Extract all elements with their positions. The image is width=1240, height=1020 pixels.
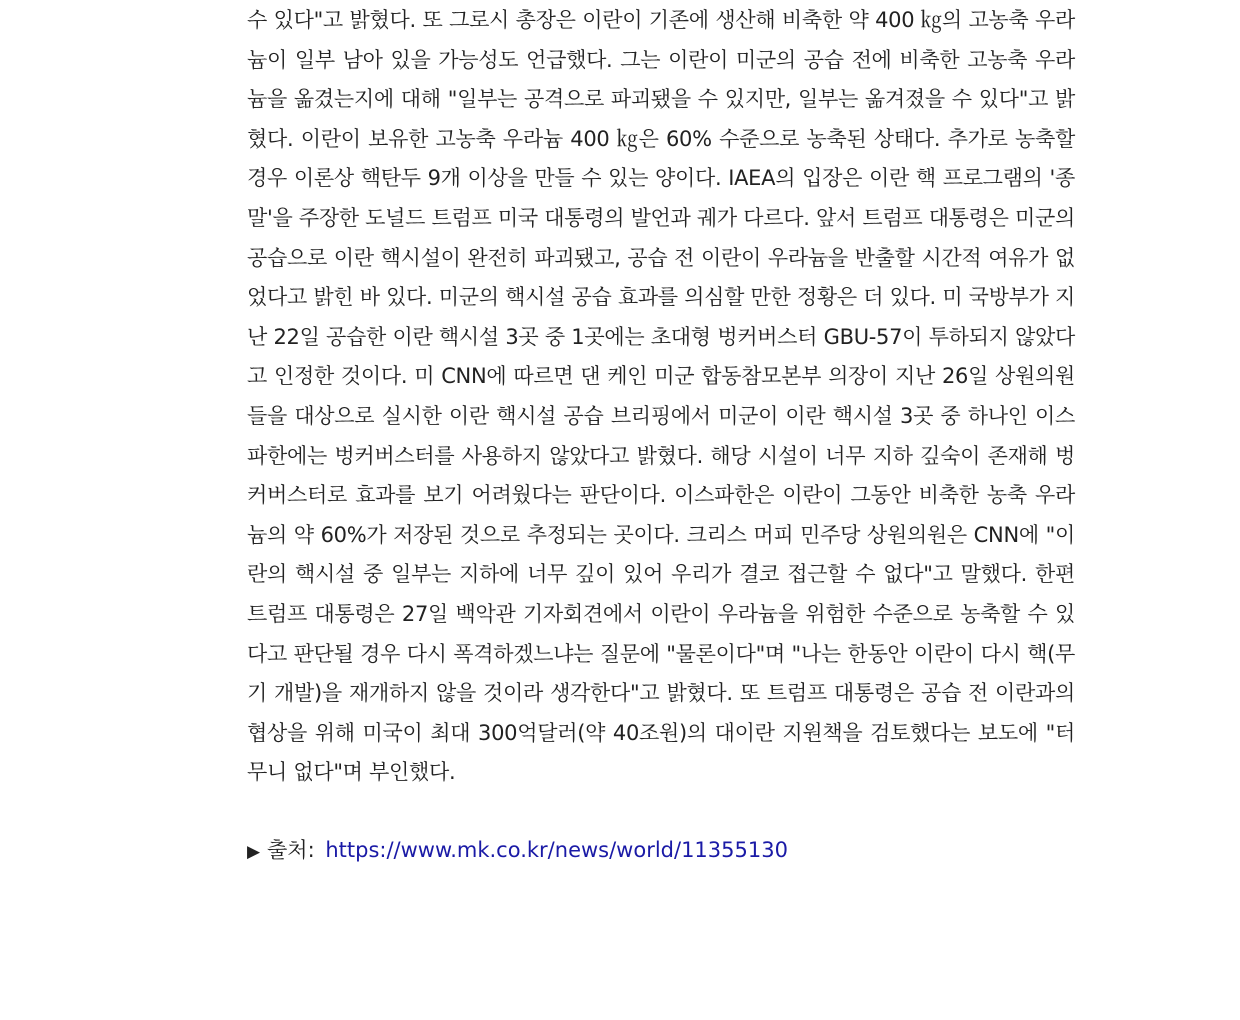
source-url-link[interactable]: https://www.mk.co.kr/news/world/11355130 (325, 837, 788, 862)
news-article (247, 1, 1075, 872)
source-citation (247, 831, 1075, 873)
play-arrow-icon: ▶ (247, 841, 261, 862)
article-body-text: 수 있다"고 밝혔다. 또 그로시 총장은 이란이 기존에 생산해 비축한 약 400 ㎏의 고농축 우라늄이 일부 남아 있을 가능성도 언급했다. 그는 이란이 미군의 공습 전에 비축한 고농축 우라늄을 옮겼는지에 대해 "일부는 공격으로 파괴됐을 수 있지만, 일부는 옮겨졌을 수 있다"고 밝혔다. 이란이 보유한 고농축 우라늄 400 ㎏은 60% 수준으로 농축된 상태다. 추가로 농축할 경우 이론상 핵탄두 9개 이상을 만들 수 있는 양이다. IAEA의 입장은 이란 핵 프로그램의 '종말'을 주장한 도널드 트럼프 미국 대통령의 발언과 궤가 다르다. 앞서 트럼프 대통령은 미군의 공습으로 이란 핵시설이 완전히 파괴됐고, 공습 전 이란이 우라늄을 반출할 시간적 여유가 없었다고 밝힌 바 있다. 미군의 핵시설 공습 효과를 의심할 만한 정황은 더 있다. 미 국방부가 지난 22일 공습한 이란 핵시설 3곳 중 1곳에는 초대형 벙커버스터 GBU-57이 투하되지 않았다고 인정한 것이다. 미 CNN에 따르면 댄 케인 미군 합동참모본부 의장이 지난 26일 상원의원들을 대상으로 실시한 이란 핵시설 공습 브리핑에서 미군이 이란 핵시설 3곳 중 하나인 이스파한에는 벙커버스터를 사용하지 않았다고 밝혔다. 해당 시설이 너무 지하 깊숙이 존재해 벙커버스터로 효과를 보기 어려웠다는 판단이다. 이스파한은 이란이 그동안 비축한 농축 우라늄의 약 60%가 저장된 것으로 추정되는 곳이다. 크리스 머피 민주당 상원의원은 CNN에 "이란의 핵시설 중 일부는 지하에 너무 깊이 있어 우리가 결코 접근할 수 없다"고 말했다. 한편 트럼프 대통령은 27일 백악관 기자회견에서 이란이 우라늄을 위험한 수준으로 농축할 수 있다고 판단될 경우 다시 폭격하겠느냐는 질문에 "물론이다"며 "나는 한동안 이란이 다시 핵(무기 개발)을 재개하지 않을 것이라 생각한다"고 밝혔다. 또 트럼프 대통령은 공습 전 이란과의 협상을 위해 미국이 최대 300억달러(약 40조원)의 대이란 지원책을 검토했다는 보도에 "터무니 없다"며 부인했다. (247, 8, 1075, 785)
source-label: 출처: (267, 837, 315, 862)
